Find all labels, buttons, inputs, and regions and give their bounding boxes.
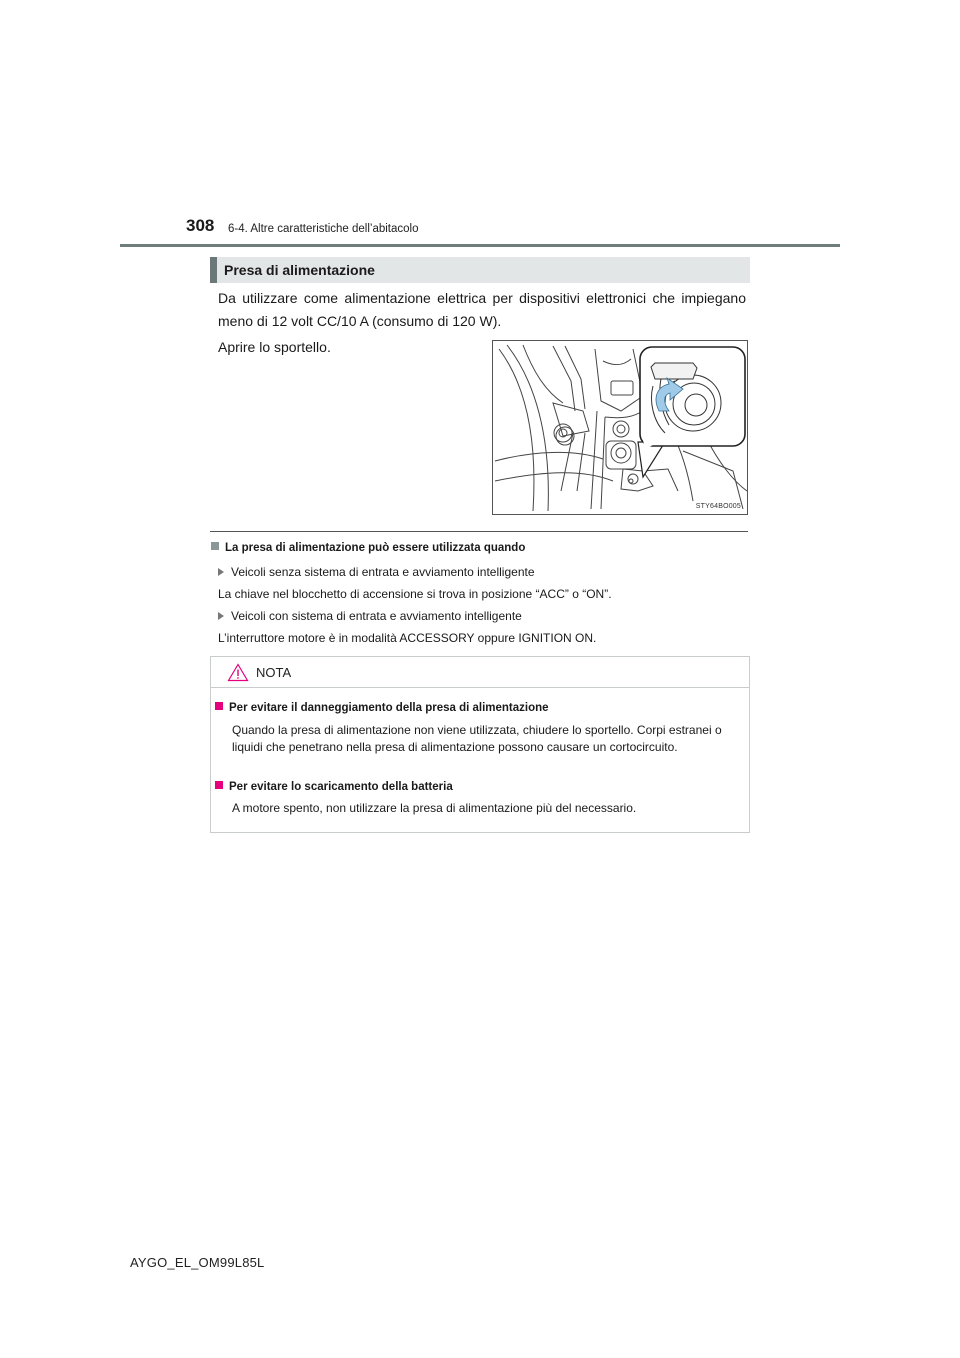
triangle-bullet-icon	[218, 568, 224, 576]
section-heading	[210, 257, 750, 283]
intro-paragraph: Da utilizzare come alimentazione elettrica per dispositivi elettronici che impiegano meno di 12 volt CC/10 A (consumo di 120 W).	[218, 290, 746, 329]
open-door-instruction: Aprire lo sportello.	[218, 339, 331, 355]
heading-bar	[210, 257, 217, 283]
usage-paragraph: L’interruttore motore è in modalità ACCESSORY oppure IGNITION ON.	[218, 631, 597, 645]
list-item	[218, 609, 522, 623]
bullet-text: Veicoli senza sistema di entrata e avviamento intelligente	[231, 565, 535, 579]
usage-heading-text: La presa di alimentazione può essere utilizzata quando	[225, 542, 526, 554]
usage-paragraph: La chiave nel blocchetto di accensione si trova in posizione “ACC” o “ON”.	[218, 587, 612, 601]
page-number: 308	[186, 216, 215, 235]
note-title: NOTA	[256, 665, 292, 680]
note-heading	[215, 702, 549, 714]
note-header	[211, 657, 749, 688]
note-heading	[215, 781, 453, 793]
document-code: AYGO_EL_OM99L85L	[130, 1255, 265, 1270]
square-bullet-icon	[215, 702, 223, 710]
list-item	[218, 565, 535, 579]
note-heading-text: Per evitare il danneggiamento della presa di alimentazione	[229, 702, 549, 714]
note-box	[210, 656, 750, 833]
section-title: Presa di alimentazione	[224, 262, 375, 278]
square-bullet-icon	[215, 781, 223, 789]
section-path: 6-4. Altre caratteristiche dell’abitacolo	[228, 223, 419, 235]
power-outlet-illustration	[492, 340, 748, 515]
note-paragraph: A motore spento, non utilizzare la presa di alimentazione più del necessario.	[232, 801, 637, 815]
note-paragraph: Quando la presa di alimentazione non viene utilizzata, chiudere lo sportello. Corpi estranei o liquidi che penetrano nella presa di alimentazione possono causare un cortocircuito.	[232, 723, 722, 754]
warning-triangle-icon	[227, 663, 249, 682]
dashboard-line-drawing	[493, 341, 748, 515]
figure-code: STY64BO005	[695, 503, 741, 510]
note-heading-text: Per evitare lo scaricamento della batteria	[229, 781, 453, 793]
triangle-bullet-icon	[218, 612, 224, 620]
square-bullet-icon	[211, 542, 219, 550]
usage-heading	[211, 542, 525, 554]
header-divider	[120, 244, 840, 247]
bullet-text: Veicoli con sistema di entrata e avviamento intelligente	[231, 609, 522, 623]
section-divider	[210, 531, 748, 532]
